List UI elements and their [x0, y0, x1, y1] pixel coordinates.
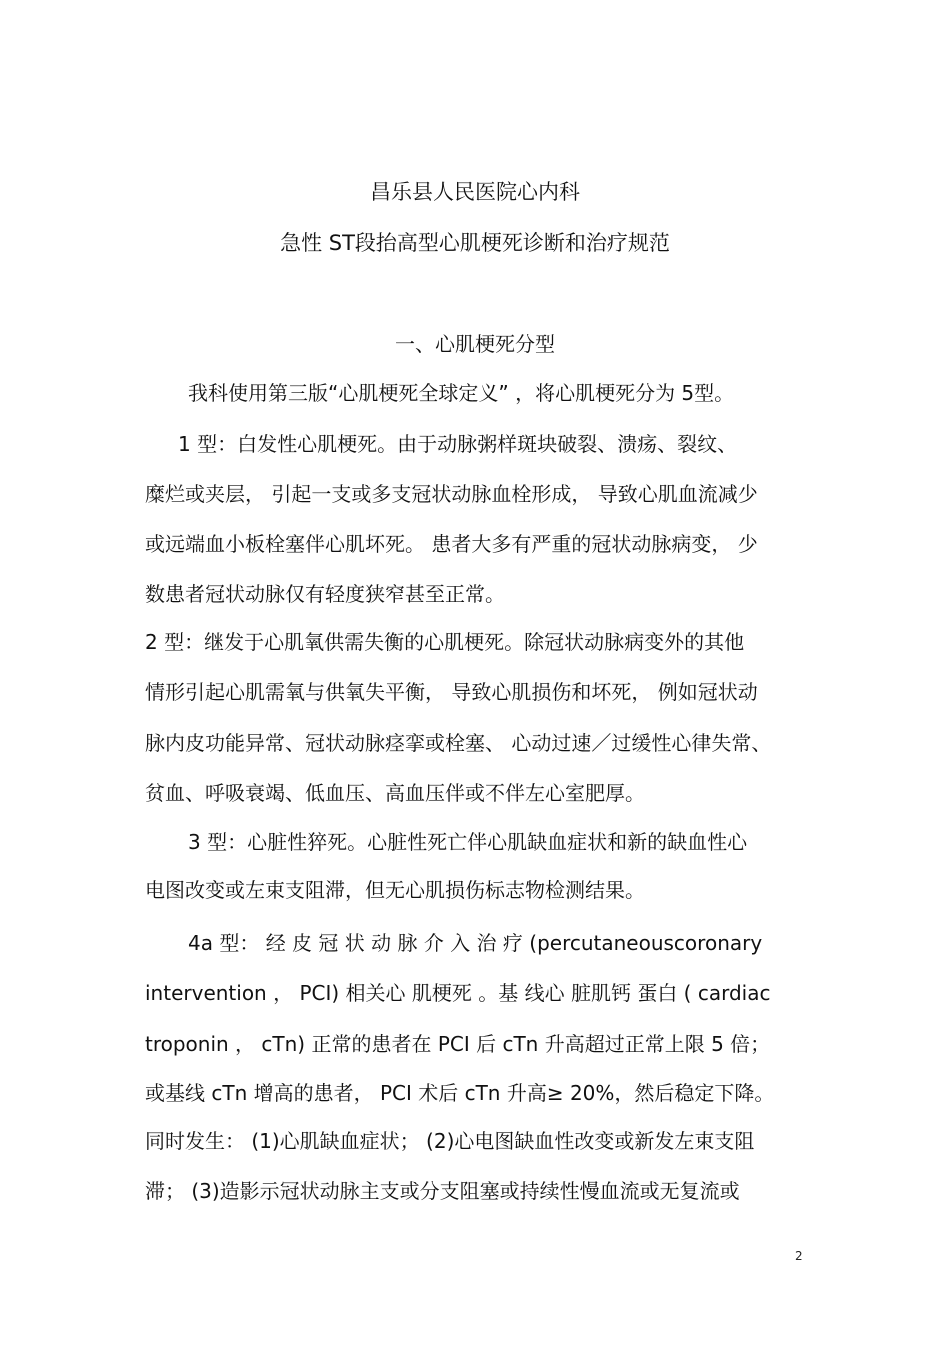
type1-line-3: 或远端血小板栓塞伴心肌坏死。 患者大多有严重的冠状动脉病变， 少: [145, 532, 758, 556]
type2-line-3: 脉内皮功能异常、冠状动脉痉挛或栓塞、 心动过速／过缓性心律失常、: [145, 731, 772, 755]
type2-line-4: 贫血、呼吸衰竭、低血压、高血压伴或不伴左心室肥厚。: [145, 781, 645, 805]
type2-line-1: 2 型：继发于心肌氧供需失衡的心肌梗死。除冠状动脉病变外的其他: [145, 630, 745, 654]
type4a-line-3: troponin ， cTn) 正常的患者在 PCI 后 cTn 升高超过正常上限 5 倍；: [145, 1032, 771, 1056]
type3-line-2: 电图改变或左束支阻滞，但无心肌损伤标志物检测结果。: [145, 878, 645, 902]
type1-line-1: 1 型：白发性心肌梗死。由于动脉粥样斑块破裂、溃疡、裂纹、: [178, 432, 738, 456]
type2-line-2: 情形引起心肌需氧与供氧失平衡， 导致心肌损伤和坏死， 例如冠状动: [145, 680, 758, 704]
type4a-line-4: 或基线 cTn 增高的患者， PCI 术后 cTn 升高≥ 20%，然后稳定下降。: [145, 1081, 775, 1105]
type4a-line-6: 滞； (3)造影示冠状动脉主支或分支阻塞或持续性慢血流或无复流或: [145, 1179, 740, 1203]
type4a-line-1: 4a 型： 经 皮 冠 状 动 脉 介 入 治 疗 (percutaneouscoronary: [188, 931, 763, 955]
type1-line-2: 糜烂或夹层， 引起一支或多支冠状动脉血栓形成， 导致心肌血流减少: [145, 482, 758, 506]
type3-line-1: 3 型：心脏性猝死。心脏性死亡伴心肌缺血症状和新的缺血性心: [188, 830, 748, 854]
type4a-line-2: intervention ， PCI) 相关心 肌梗死 。基 线心 脏肌钙 蛋白 ( cardiac: [145, 981, 771, 1005]
document-title: 急性 ST段抬高型心肌梗死诊断和治疗规范: [280, 231, 670, 255]
section-heading: 一、心肌梗死分型: [395, 332, 555, 356]
type4a-line-5: 同时发生： (1)心肌缺血症状； (2)心电图缺血性改变或新发左束支阻: [145, 1129, 755, 1153]
page-number: 2: [795, 1249, 803, 1263]
intro-paragraph: 我科使用第三版“心肌梗死全球定义” ，将心肌梗死分为 5型。: [188, 381, 735, 405]
hospital-department-title: 昌乐县人民医院心内科: [370, 180, 580, 204]
type1-line-4: 数患者冠状动脉仅有轻度狭窄甚至正常。: [145, 582, 505, 606]
